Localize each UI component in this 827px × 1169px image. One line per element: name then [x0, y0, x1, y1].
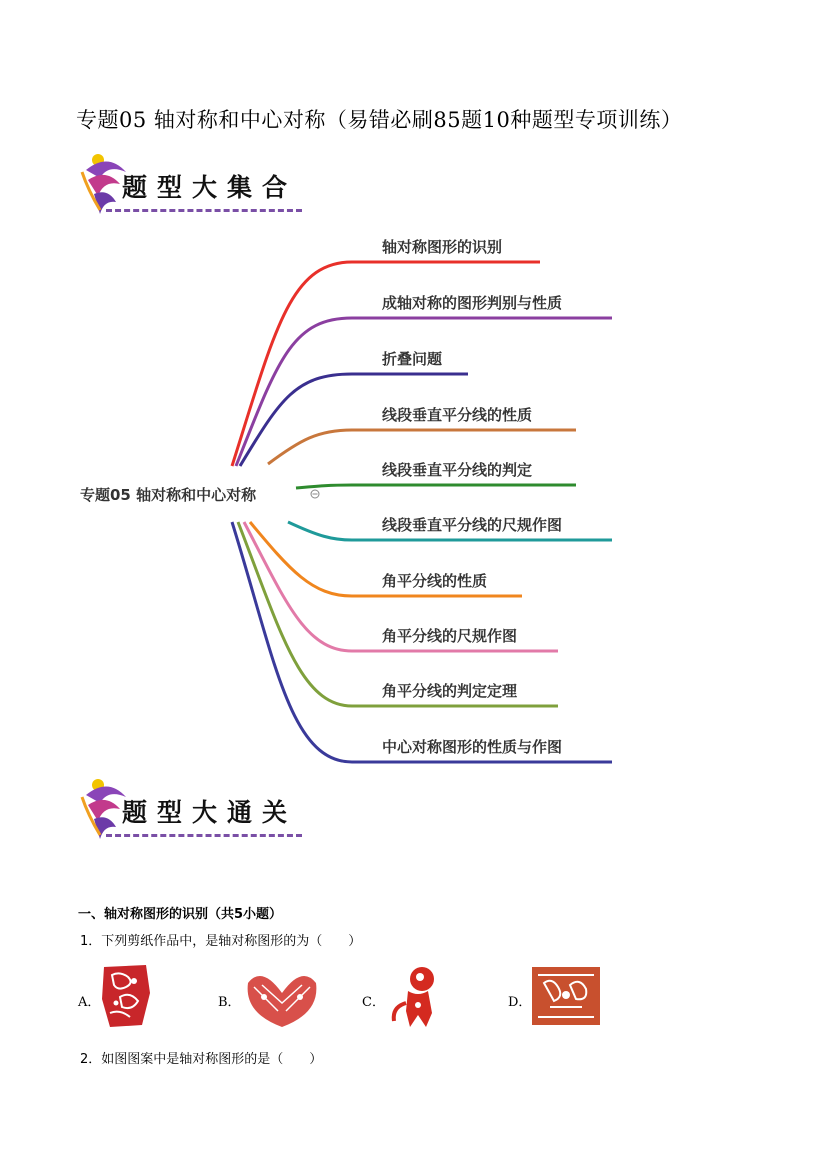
option-c [362, 963, 452, 1029]
document-title: 专题05 轴对称和中心对称（易错必刷85题10种题型专项训练） [76, 108, 683, 132]
banner-question-practice [78, 775, 318, 845]
mindmap-branch-3: 折叠问题 [382, 350, 443, 368]
papercut-a-image [98, 963, 154, 1029]
papercut-c-image [388, 963, 444, 1029]
option-letter: D． [508, 995, 532, 1010]
banner-divider [106, 834, 302, 837]
mindmap-branch-5: 线段垂直平分线的判定 [382, 461, 533, 479]
mindmap-center-topic: 专题05 轴对称和中心对称 [80, 486, 257, 504]
mindmap-branch-6: 线段垂直平分线的尺规作图 [382, 516, 563, 534]
question-2: 2．如图图案中是轴对称图形的是（ ） [80, 1052, 323, 1067]
mindmap-branch-4: 线段垂直平分线的性质 [382, 406, 533, 424]
mindmap-branch-1: 轴对称图形的识别 [382, 238, 503, 256]
mindmap-branch-8: 角平分线的尺规作图 [382, 627, 518, 645]
option-letter: C． [362, 995, 385, 1010]
papercut-b-image [242, 963, 322, 1029]
banner-title: 题型大通关 [122, 798, 298, 827]
mindmap-branch-10: 中心对称图形的性质与作图 [382, 738, 563, 756]
branch-connector-5 [296, 485, 576, 488]
mindmap-branch-2: 成轴对称的图形判别与性质 [382, 294, 563, 312]
question-1: 1．下列剪纸作品中，是轴对称图形的为（ ） [80, 934, 362, 949]
option-a [78, 963, 168, 1029]
banner-title: 题型大集合 [122, 173, 298, 202]
option-d [508, 963, 608, 1029]
mindmap-branch-7: 角平分线的性质 [382, 572, 488, 590]
papercut-d-image [530, 963, 602, 1027]
branch-connector-9 [238, 522, 558, 706]
option-letter: B． [218, 995, 241, 1010]
section-heading: 一、轴对称图形的识别（共5小题） [78, 907, 283, 922]
mindmap-branch-9: 角平分线的判定定理 [382, 682, 518, 700]
option-b [218, 963, 328, 1029]
option-letter: A． [78, 995, 101, 1010]
collapse-toggle-icon[interactable] [310, 489, 320, 499]
